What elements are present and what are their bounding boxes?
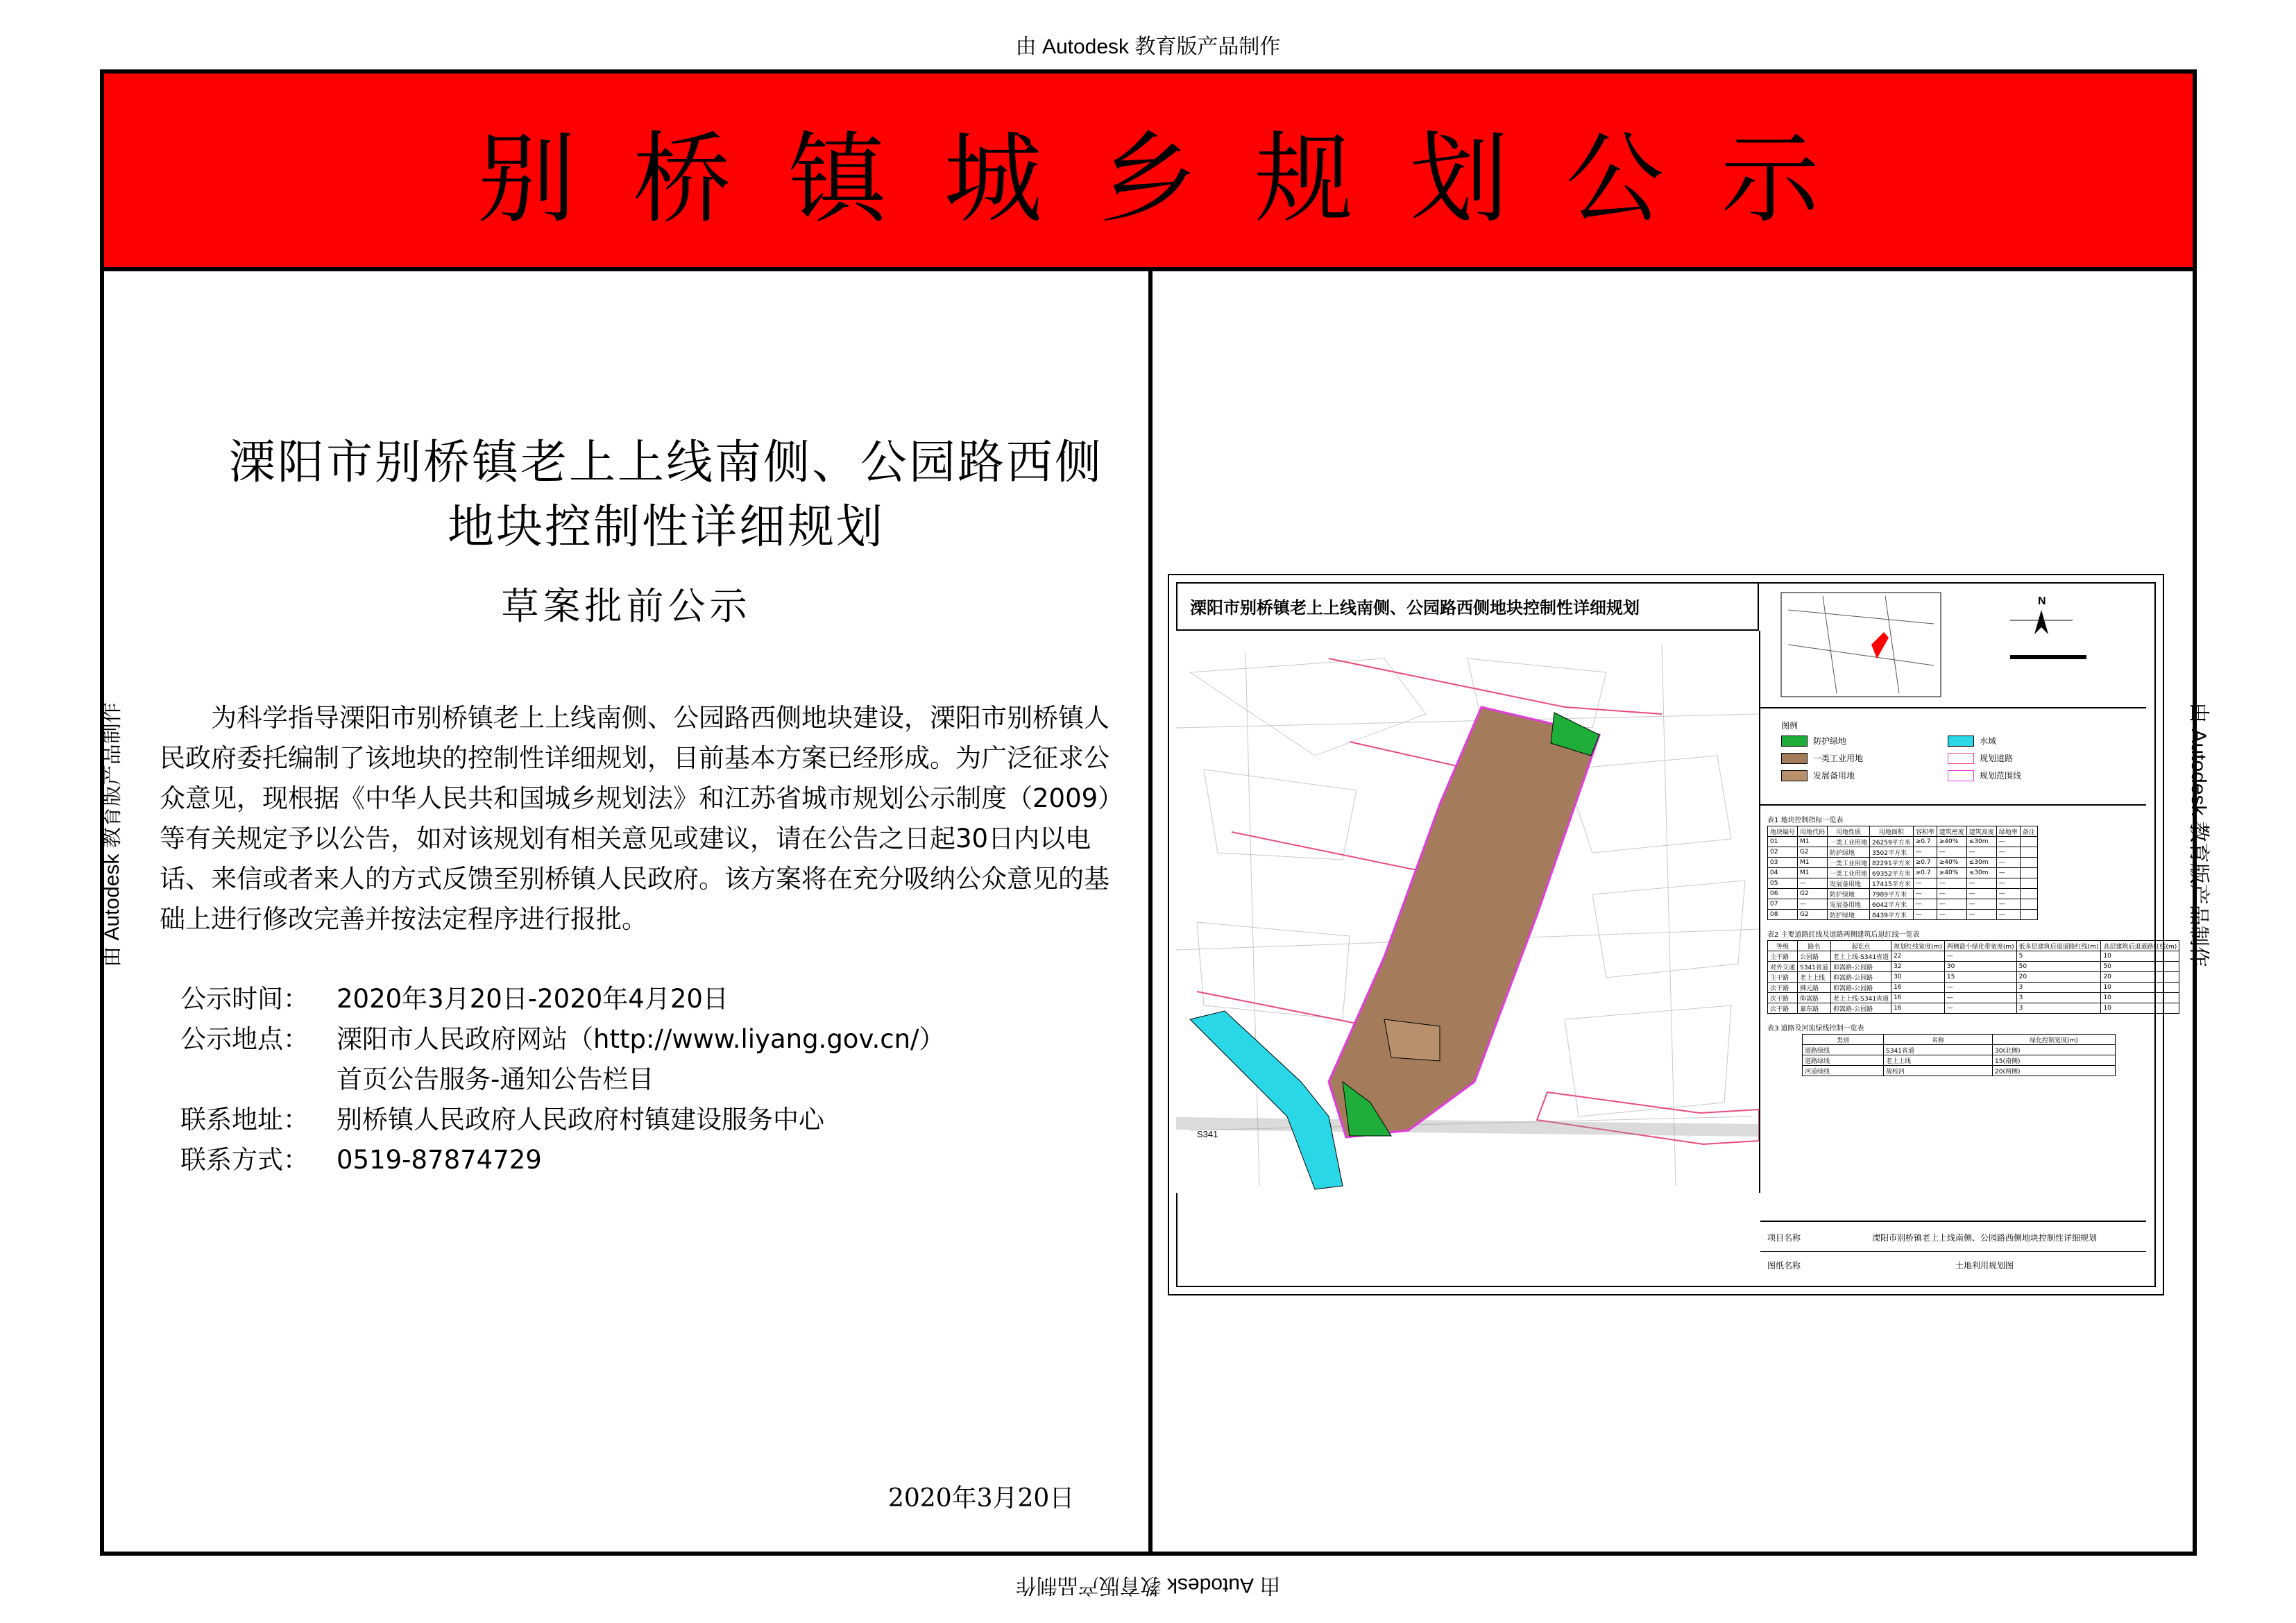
table-cell — [2020, 847, 2037, 858]
legend-label: 规划范围线 — [1980, 771, 2022, 781]
table-cell: 10 — [2101, 951, 2179, 962]
north-arrow-icon — [2034, 610, 2048, 634]
legend-swatch — [1948, 736, 1974, 747]
table-cell: — — [1798, 899, 1828, 910]
table-cell: 老上上线-S341省道 — [1830, 951, 1891, 962]
watermark-bottom: 由 Autodesk 教育版产品制作 — [1015, 1574, 1281, 1597]
notice-date: 2020年3月20日 — [888, 1484, 1075, 1513]
table-header-cell: 路名 — [1798, 941, 1831, 951]
land-use-map-drawing — [1176, 631, 1759, 1193]
table-header-cell: 规划红线宽度(m) — [1891, 941, 1945, 951]
table-cell: 一类工业用地 — [1828, 858, 1870, 868]
plot-control-table — [1767, 826, 2038, 920]
table-cell: S341省道 — [1798, 962, 1831, 972]
table-header-cell: 高层建筑后退道路红线(m) — [2101, 941, 2179, 951]
table-cell: 30 — [1891, 972, 1945, 983]
table-row — [1768, 1003, 2179, 1014]
table-cell — [2020, 837, 2037, 847]
table-cell: — — [1944, 993, 2016, 1003]
table-header-cell: 类别 — [1803, 1035, 1884, 1045]
table-cell: 10 — [2101, 993, 2179, 1003]
title-block — [1760, 1221, 2146, 1280]
map-tables — [1760, 811, 2177, 1076]
planning-map-sheet — [1168, 574, 2177, 1295]
table-cell: 3 — [2016, 1003, 2101, 1014]
table-cell: 15(南侧) — [1993, 1055, 2116, 1066]
legend-label: 水域 — [1980, 736, 1997, 746]
place-value: 溧阳市人民政府网站（http://www.liyang.gov.cn/） — [337, 1024, 945, 1054]
table-header-cell: 建筑密度 — [1937, 826, 1966, 837]
table-cell: 河道绿线 — [1803, 1066, 1884, 1076]
table-cell: — — [1913, 878, 1937, 889]
address-label: 联系地址： — [180, 1105, 309, 1135]
legend-heading: 图例 — [1781, 721, 1798, 731]
table-cell: 06 — [1768, 889, 1798, 899]
legend-label: 规划道路 — [1980, 754, 2014, 763]
table-cell: 防护绿地 — [1828, 910, 1870, 920]
reserve-land — [1384, 1019, 1440, 1061]
table-cell: 防护绿地 — [1828, 889, 1870, 899]
table-cell: 3502平方米 — [1870, 847, 1914, 858]
table-cell — [2020, 868, 2037, 878]
table-cell: 仰嵩路 — [1798, 993, 1831, 1003]
table-cell: 20 — [2101, 972, 2179, 983]
table-cell: — — [1937, 910, 1966, 920]
table-cell: 主干路 — [1768, 951, 1798, 962]
table-cell: — — [1996, 837, 2020, 847]
table-cell: 战校河 — [1884, 1066, 1993, 1076]
table-row — [1768, 837, 2038, 847]
table-cell: 22 — [1891, 951, 1945, 962]
title-block-drawing — [1760, 1251, 2146, 1279]
place-label: 公示地点： — [180, 1024, 309, 1054]
table-cell: 道路绿线 — [1803, 1045, 1884, 1055]
table-header-cell: 绿化控制宽度(m) — [1993, 1035, 2116, 1045]
table-header-cell: 名称 — [1884, 1035, 1993, 1045]
table-cell: 30 — [1944, 962, 2016, 972]
table-cell: — — [1966, 878, 1996, 889]
table-cell: ≤30m — [1966, 868, 1996, 878]
table-row — [1803, 1045, 2116, 1055]
location-inset — [1760, 582, 2146, 708]
panel-divider — [1148, 271, 1153, 1552]
table-header-cell: 用地面积 — [1870, 826, 1914, 837]
table-cell: M1 — [1798, 837, 1828, 847]
table-cell: 拂元路 — [1798, 983, 1831, 993]
table-cell: ≥0.7 — [1913, 837, 1937, 847]
table-cell: S341省道 — [1884, 1045, 1993, 1055]
table-cell: ≥0.7 — [1913, 868, 1937, 878]
phone-label: 联系方式： — [180, 1145, 309, 1175]
table-cell: 次干路 — [1768, 993, 1798, 1003]
table-cell: — — [1944, 1003, 2016, 1014]
north-label: N — [2038, 595, 2046, 607]
table-cell: 老上上线 — [1798, 972, 1831, 983]
table-cell: 次干路 — [1768, 983, 1798, 993]
map-legend — [1760, 714, 2146, 806]
document-title-line2: 地块控制性详细规划 — [448, 500, 885, 554]
green-line-table — [1802, 1034, 2116, 1076]
table-cell: 仰嵩路-公园路 — [1830, 962, 1891, 972]
table-row — [1768, 951, 2179, 962]
table2-caption: 表2 主要道路红线及道路两侧建筑后退红线一览表 — [1767, 931, 1920, 939]
table-row — [1768, 962, 2179, 972]
table3-caption: 表3 道路及河流绿线控制一览表 — [1767, 1025, 1864, 1033]
land-use-map — [1176, 631, 1760, 1193]
table-row — [1768, 847, 2038, 858]
table-cell: 20(两侧) — [1993, 1066, 2116, 1076]
phone-value: 0519-87874729 — [337, 1145, 542, 1175]
table-cell: G2 — [1798, 910, 1828, 920]
table-cell: 03 — [1768, 858, 1798, 868]
table-row — [1768, 983, 2179, 993]
legend-swatch — [1781, 770, 1808, 781]
table-cell: 一类工业用地 — [1828, 837, 1870, 847]
table-cell: 仰嵩路-公园路 — [1830, 972, 1891, 983]
para-rest: 建设，溧阳市别桥镇人民政府委托编制了该地块的控制性详细规划，目前基本方案已经形成。为广泛征求公众意见，现根据《中华人民共和国城乡规划法》和江苏省城市规划公示制度（2009）等有关规定予以公告，如对该规划有相关意见或建议，请在公告之日起30日内以电话、来信或者来人的方式反馈至别桥镇人民政府。该方案将在充分吸纳公众意见的基础上进行修改完善并按法定程序进行报批。 — [160, 703, 1111, 934]
table-header-cell: 低多层建筑后退道路红线(m) — [2016, 941, 2101, 951]
table1-caption: 表1 地块控制指标一览表 — [1767, 817, 1844, 824]
table-cell: — — [1966, 847, 1996, 858]
table-cell: 3 — [2016, 983, 2101, 993]
table-cell: ≥40% — [1937, 858, 1966, 868]
notice-place-2 — [337, 1060, 654, 1100]
table-cell: 16 — [1891, 983, 1945, 993]
table-row — [1768, 972, 2179, 983]
title-block-project — [1760, 1223, 2146, 1252]
address-value: 别桥镇人民政府人民政府村镇建设服务中心 — [337, 1105, 824, 1135]
table-cell: — — [1913, 847, 1937, 858]
table-cell: 02 — [1768, 847, 1798, 858]
notice-time — [180, 979, 729, 1019]
legend-swatch — [1948, 770, 1974, 781]
watermark-left: 由 Autodesk 教育版产品制作 — [101, 702, 124, 967]
document-title-line1: 溧阳市别桥镇老上上线南侧、公园路西侧 — [229, 435, 1103, 489]
table-cell: — — [1944, 983, 2016, 993]
legend-label: 发展备用地 — [1813, 771, 1855, 781]
table-cell: G2 — [1798, 889, 1828, 899]
table-cell: 老上上线 — [1884, 1055, 1993, 1066]
table-cell: — — [1937, 847, 1966, 858]
table-cell — [2020, 889, 2037, 899]
table-header-cell: 两侧最小绿化带宽度(m) — [1944, 941, 2016, 951]
table-cell: 发展备用地 — [1828, 878, 1870, 889]
table-cell: 道路绿线 — [1803, 1055, 1884, 1066]
notice-paragraph — [160, 698, 1117, 940]
table-cell: 01 — [1768, 837, 1798, 847]
table-header-cell: 容积率 — [1913, 826, 1937, 837]
table-cell: 10 — [2101, 1003, 2179, 1014]
table-cell: 82291平方米 — [1870, 858, 1914, 868]
notice-address — [180, 1100, 824, 1140]
table-cell: 30(北侧) — [1993, 1045, 2116, 1055]
table-row — [1768, 889, 2038, 899]
legend-item — [1948, 770, 2021, 781]
table-cell: — — [1937, 878, 1966, 889]
table-header-cell: 用地代码 — [1798, 826, 1828, 837]
table-cell: M1 — [1798, 868, 1828, 878]
table-cell: 69352平方米 — [1870, 868, 1914, 878]
table-cell: 20 — [2016, 972, 2101, 983]
table-cell — [2020, 878, 2037, 889]
table-cell: 3 — [2016, 993, 2101, 1003]
table-cell: 仰嵩路-公园路 — [1830, 1003, 1891, 1014]
table-cell: 16 — [1891, 1003, 1945, 1014]
table-cell: 6042平方米 — [1870, 899, 1914, 910]
table-cell: — — [1996, 858, 2020, 868]
table-cell: — — [1937, 889, 1966, 899]
table-cell: — — [1996, 878, 2020, 889]
map-title: 溧阳市别桥镇老上上线南侧、公园路西侧地块控制性详细规划 — [1176, 582, 1759, 631]
table-cell: 07 — [1768, 899, 1798, 910]
table-cell: 防护绿地 — [1828, 847, 1870, 858]
para-lead: 为科学指导 — [211, 703, 339, 733]
table-cell: 老上上线-S341省道 — [1830, 993, 1891, 1003]
project-value: 溧阳市别桥镇老上上线南侧、公园路西侧地块控制性详细规划 — [1871, 1232, 2097, 1243]
table-header-cell: 建筑高度 — [1966, 826, 1996, 837]
notice-place — [180, 1019, 945, 1060]
table-row — [1768, 899, 2038, 910]
legend-swatch — [1781, 736, 1808, 747]
table-cell: 8439平方米 — [1870, 910, 1914, 920]
table-row — [1768, 910, 2038, 920]
table-cell: 仰嵩路-公园路 — [1830, 983, 1891, 993]
project-label: 项目名称 — [1767, 1232, 1801, 1243]
table-cell: — — [1913, 889, 1937, 899]
road-setback-table — [1767, 940, 2179, 1014]
legend-item — [1781, 735, 1846, 747]
time-label: 公示时间： — [180, 984, 309, 1014]
drawing-value: 土地利用规划图 — [1955, 1260, 2014, 1271]
legend-item — [1948, 752, 2013, 764]
table-header-cell: 地块编号 — [1768, 826, 1798, 837]
banner — [104, 74, 2193, 271]
table-cell: M1 — [1798, 858, 1828, 868]
table-cell: ≤30m — [1966, 837, 1996, 847]
table-header-cell: 绿地率 — [1996, 826, 2020, 837]
table-cell: ≥40% — [1937, 868, 1966, 878]
table-cell: — — [1996, 910, 2020, 920]
table-cell: — — [1798, 878, 1828, 889]
table-row — [1803, 1066, 2116, 1076]
table-cell: — — [1913, 899, 1937, 910]
road-label-s341: S341 — [1197, 1129, 1218, 1139]
table-cell: — — [1996, 889, 2020, 899]
table-cell: — — [1966, 899, 1996, 910]
table-cell: 50 — [2101, 962, 2179, 972]
legend-item — [1948, 735, 1996, 747]
table-cell: — — [1966, 889, 1996, 899]
banner-title: 别桥镇城乡规划公示 — [477, 121, 1876, 237]
time-value: 2020年3月20日-2020年4月20日 — [337, 984, 729, 1014]
table-cell: G2 — [1798, 847, 1828, 858]
table-cell: 08 — [1768, 910, 1798, 920]
table-cell: 次干路 — [1768, 1003, 1798, 1014]
table-row — [1768, 868, 2038, 878]
table-header-cell: 起讫点 — [1830, 941, 1891, 951]
table-cell: — — [1996, 899, 2020, 910]
table-cell: 15 — [1944, 972, 2016, 983]
table-cell: 10 — [2101, 983, 2179, 993]
table-header-cell: 备注 — [2020, 826, 2037, 837]
watermark-right: 由 Autodesk 教育版产品制作 — [2187, 702, 2210, 967]
legend-item — [1781, 770, 1855, 781]
table-cell: 公园路 — [1798, 951, 1831, 962]
table-cell: 16 — [1891, 993, 1945, 1003]
table-cell: 嘉东路 — [1798, 1003, 1831, 1014]
drawing-label: 图纸名称 — [1767, 1260, 1801, 1271]
legend-swatch — [1948, 753, 1974, 764]
place-value-2: 首页公告服务-通知公告栏目 — [337, 1064, 654, 1094]
table-header-cell: 等级 — [1768, 941, 1798, 951]
table-cell: — — [1966, 910, 1996, 920]
table-cell: 32 — [1891, 962, 1945, 972]
watermark-top: 由 Autodesk 教育版产品制作 — [1015, 35, 1281, 58]
table-row — [1768, 993, 2179, 1003]
table-cell: 对外交通 — [1768, 962, 1798, 972]
table-cell — [2020, 910, 2037, 920]
table-cell: 50 — [2016, 962, 2101, 972]
table-cell: — — [1996, 847, 2020, 858]
table-cell: 5 — [2016, 951, 2101, 962]
table-cell: ≥40% — [1937, 837, 1966, 847]
table-cell: 发展备用地 — [1828, 899, 1870, 910]
table-cell: — — [1913, 910, 1937, 920]
table-cell: — — [1996, 868, 2020, 878]
legend-swatch — [1781, 753, 1808, 764]
table-cell: ≥0.7 — [1913, 858, 1937, 868]
table-cell: 一类工业用地 — [1828, 868, 1870, 878]
table-cell: 7989平方米 — [1870, 889, 1914, 899]
table-cell: — — [1944, 951, 2016, 962]
table-cell: 17415平方米 — [1870, 878, 1914, 889]
legend-label: 防护绿地 — [1813, 736, 1847, 746]
table-cell: ≤30m — [1966, 858, 1996, 868]
table-row — [1768, 878, 2038, 889]
table-row — [1768, 858, 2038, 868]
table-cell: 26259平方米 — [1870, 837, 1914, 847]
table-cell — [2020, 858, 2037, 868]
table-header-cell: 用地性质 — [1828, 826, 1870, 837]
inset-drawing — [1760, 582, 2146, 707]
table-row — [1803, 1055, 2116, 1066]
table-cell: 主干路 — [1768, 972, 1798, 983]
table-cell: 05 — [1768, 878, 1798, 889]
notice-phone — [180, 1140, 542, 1180]
notice-text-panel — [104, 271, 1148, 1552]
table-cell: 04 — [1768, 868, 1798, 878]
table-cell: — — [1937, 899, 1966, 910]
para-highlight: 溧阳市别桥镇老上上线南侧、公园路西侧地块 — [339, 703, 853, 733]
legend-label: 一类工业用地 — [1813, 754, 1864, 763]
table-cell — [2020, 899, 2037, 910]
legend-item — [1781, 752, 1863, 764]
document-subtitle: 草案批前公示 — [501, 584, 751, 628]
